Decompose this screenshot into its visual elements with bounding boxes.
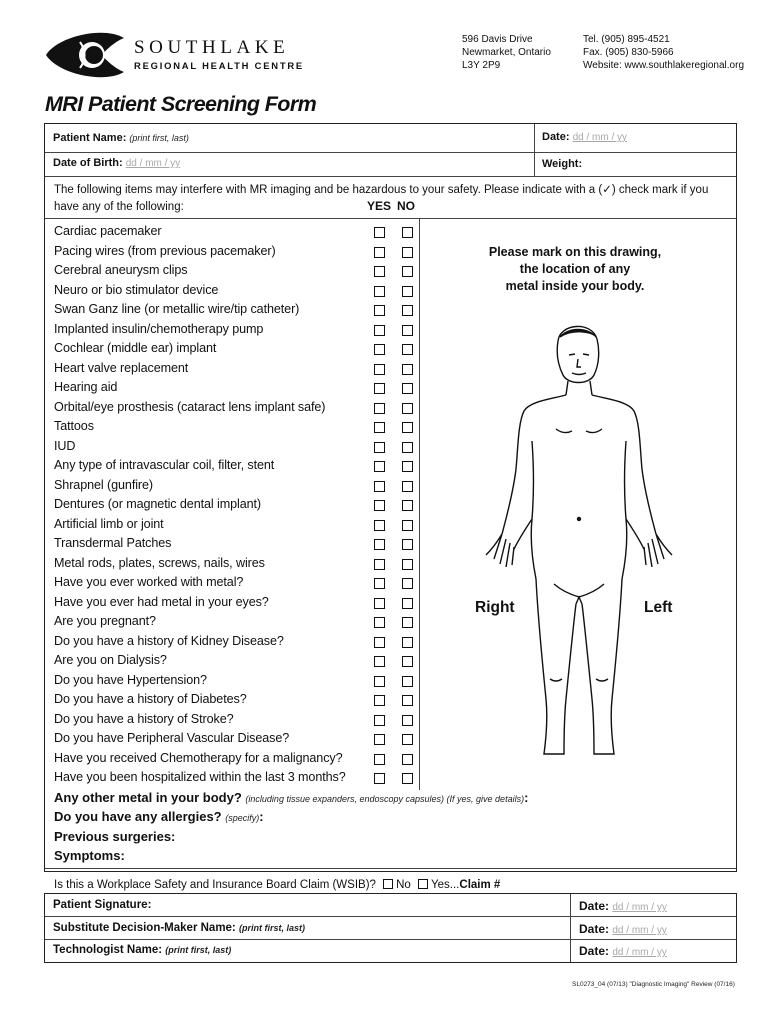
drawing-instruction-line: metal inside your body.: [505, 279, 645, 293]
page-title: MRI Patient Screening Form: [45, 92, 317, 116]
signature-date-placeholder: dd / mm / yy: [612, 902, 667, 913]
dob-field[interactable]: [53, 157, 180, 169]
other-metal-field[interactable]: Any other metal in your body? (including tissue expanders, endoscopy capsules) (If yes, give details):: [54, 790, 529, 805]
question-label: Have you received Chemotherapy for a malignancy?: [54, 750, 343, 765]
no-checkbox[interactable]: [402, 637, 413, 648]
signature-date-label: Date:: [579, 899, 610, 913]
question-label: IUD: [54, 438, 76, 453]
no-checkbox[interactable]: [402, 403, 413, 414]
signature-block: [44, 893, 737, 963]
yes-checkbox[interactable]: [374, 344, 385, 355]
question-row: [54, 632, 424, 652]
patient-name-field[interactable]: [53, 132, 189, 144]
yes-checkbox[interactable]: [374, 617, 385, 628]
patient-signature-field[interactable]: [53, 899, 151, 911]
no-checkbox[interactable]: [402, 617, 413, 628]
substitute-name-field[interactable]: [53, 922, 305, 934]
question-label: Orbital/eye prosthesis (cataract lens implant safe): [54, 399, 326, 414]
yes-checkbox[interactable]: [374, 695, 385, 706]
yes-checkbox[interactable]: [374, 247, 385, 258]
wsib-question: [54, 879, 500, 891]
technologist-name-field[interactable]: [53, 944, 231, 956]
yes-checkbox[interactable]: [374, 442, 385, 453]
question-label: Do you have Hypertension?: [54, 672, 207, 687]
no-checkbox[interactable]: [402, 598, 413, 609]
allergies-hint: (specify): [225, 813, 260, 823]
other-metal-label: Any other metal in your body?: [54, 790, 242, 805]
yes-checkbox[interactable]: [374, 559, 385, 570]
no-checkbox[interactable]: [402, 266, 413, 277]
no-checkbox[interactable]: [402, 344, 413, 355]
patient-signature-label: Patient Signature:: [53, 899, 152, 911]
question-label: Do you have a history of Stroke?: [54, 711, 234, 726]
wsib-no-label: No: [396, 879, 411, 891]
wsib-no-checkbox[interactable]: [383, 879, 393, 889]
question-label: Any type of intravascular coil, filter, stent: [54, 458, 275, 472]
question-label: Do you have a history of Kidney Disease?: [54, 633, 284, 648]
no-checkbox[interactable]: [402, 461, 413, 472]
southlake-logo-icon: [44, 28, 126, 82]
question-row: [54, 573, 424, 593]
weight-field[interactable]: [542, 158, 582, 170]
question-label: Artificial limb or joint: [54, 516, 164, 531]
yes-checkbox[interactable]: [374, 422, 385, 433]
question-label: Are you pregnant?: [54, 614, 156, 628]
question-label: Cochlear (middle ear) implant: [54, 341, 217, 355]
technologist-date-placeholder: dd / mm / yy: [612, 947, 667, 958]
patient-name-label: Patient Name:: [53, 132, 127, 144]
no-checkbox[interactable]: [402, 520, 413, 531]
yes-checkbox[interactable]: [374, 461, 385, 472]
question-row: [54, 671, 424, 691]
yes-checkbox[interactable]: [374, 754, 385, 765]
question-label: Cardiac pacemaker: [54, 224, 162, 238]
no-checkbox[interactable]: [402, 305, 413, 316]
right-side-label: Right: [475, 599, 515, 616]
address-line: L3Y 2P9: [462, 60, 501, 71]
question-label: Dentures (or magnetic dental implant): [54, 497, 261, 511]
no-checkbox[interactable]: [402, 754, 413, 765]
wsib-label: Is this a Workplace Safety and Insurance Board Claim (WSIB)?: [54, 879, 376, 891]
question-row: [54, 359, 424, 379]
yes-checkbox[interactable]: [374, 481, 385, 492]
yes-checkbox[interactable]: [374, 403, 385, 414]
question-row: [54, 417, 424, 437]
wsib-claim-label: Claim #: [459, 879, 501, 891]
question-label: Implanted insulin/chemotherapy pump: [54, 321, 264, 336]
dob-label: Date of Birth:: [53, 157, 123, 169]
no-checkbox[interactable]: [402, 442, 413, 453]
no-checkbox[interactable]: [402, 500, 413, 511]
symptoms-label: Symptoms:: [54, 848, 125, 863]
yes-checkbox[interactable]: [374, 364, 385, 375]
question-label: Have you ever worked with metal?: [54, 575, 244, 589]
logo-text: [134, 38, 304, 71]
question-label: Swan Ganz line (or metallic wire/tip catheter): [54, 302, 300, 316]
yes-checkbox[interactable]: [374, 539, 385, 550]
question-row: [54, 612, 424, 632]
no-checkbox[interactable]: [402, 247, 413, 258]
question-label: Transdermal Patches: [54, 536, 172, 550]
address-line: Newmarket, Ontario: [462, 47, 551, 58]
question-row: [54, 437, 424, 457]
surgeries-label: Previous surgeries:: [54, 829, 176, 844]
no-checkbox[interactable]: [402, 539, 413, 550]
intro-text: The following items may interfere with MR imaging and be hazardous to your safety. Please indicate with a (✓) check mark if you have any of the following:: [54, 184, 709, 213]
question-label: Pacing wires (from previous pacemaker): [54, 243, 276, 258]
body-diagram[interactable]: [460, 319, 690, 764]
question-label: Shrapnel (gunfire): [54, 477, 154, 492]
question-label: Metal rods, plates, screws, nails, wires: [54, 555, 265, 570]
symptoms-field[interactable]: [54, 848, 125, 863]
logo-name: SOUTHLAKE: [134, 37, 290, 58]
yes-checkbox[interactable]: [374, 676, 385, 687]
no-checkbox[interactable]: [402, 656, 413, 667]
patient-name-hint: (print first, last): [129, 133, 189, 143]
question-row: [54, 242, 424, 262]
substitute-date-field[interactable]: [579, 922, 667, 936]
question-label: Heart valve replacement: [54, 360, 189, 375]
no-checkbox[interactable]: [402, 676, 413, 687]
address-block: [462, 33, 551, 72]
left-side-label: Left: [644, 599, 673, 616]
yes-checkbox[interactable]: [374, 520, 385, 531]
other-metal-hint: (including tissue expanders, endoscopy capsules) (If yes, give details): [245, 794, 525, 804]
question-row: [54, 749, 424, 769]
question-row: [54, 515, 424, 535]
question-row: [54, 534, 424, 554]
question-row: [54, 398, 424, 418]
question-row: [54, 261, 424, 281]
question-label: Are you on Dialysis?: [54, 653, 167, 667]
yes-checkbox[interactable]: [374, 773, 385, 784]
no-checkbox[interactable]: [402, 364, 413, 375]
substitute-label: Substitute Decision-Maker Name:: [53, 922, 236, 934]
wsib-yes-checkbox[interactable]: [418, 879, 428, 889]
drawing-instruction-line: the location of any: [519, 262, 631, 276]
no-checkbox[interactable]: [402, 715, 413, 726]
wsib-yes-label: Yes...: [431, 879, 460, 891]
question-row: [54, 320, 424, 340]
no-checkbox[interactable]: [402, 383, 413, 394]
yes-checkbox[interactable]: [374, 715, 385, 726]
weight-label: Weight:: [542, 158, 583, 170]
question-row: [54, 651, 424, 671]
question-row: [54, 729, 424, 749]
question-row: [54, 710, 424, 730]
technologist-date-label: Date:: [579, 944, 610, 958]
yes-checkbox[interactable]: [374, 734, 385, 745]
question-row: [54, 281, 424, 301]
website: Website: www.southlakeregional.org: [583, 60, 745, 71]
no-checkbox[interactable]: [402, 734, 413, 745]
technologist-label: Technologist Name:: [53, 944, 163, 956]
question-row: [54, 554, 424, 574]
technologist-hint: (print first, last): [165, 945, 232, 955]
no-checkbox[interactable]: [402, 286, 413, 297]
no-checkbox[interactable]: [402, 578, 413, 589]
yes-header: YES: [367, 199, 392, 213]
date-field[interactable]: [542, 131, 627, 143]
yes-checkbox[interactable]: [374, 286, 385, 297]
no-checkbox[interactable]: [402, 695, 413, 706]
contact-block: [583, 33, 744, 72]
technologist-date-field[interactable]: [579, 944, 667, 958]
form-code: SL0273_04 (07/13) "Diagnostic Imaging" Review (07/16): [572, 981, 735, 988]
no-checkbox[interactable]: [402, 481, 413, 492]
logo-subtitle: REGIONAL HEALTH CENTRE: [134, 60, 304, 71]
question-row: [54, 222, 424, 242]
question-label: Cerebral aneurysm clips: [54, 263, 188, 277]
question-label: Have you ever had metal in your eyes?: [54, 594, 269, 609]
question-row: [54, 690, 424, 710]
question-row: [54, 378, 424, 398]
no-checkbox[interactable]: [402, 227, 413, 238]
no-checkbox[interactable]: [402, 325, 413, 336]
yes-checkbox[interactable]: [374, 383, 385, 394]
no-checkbox[interactable]: [402, 559, 413, 570]
yes-checkbox[interactable]: [374, 325, 385, 336]
drawing-instruction-line: Please mark on this drawing,: [488, 245, 662, 259]
question-row: [54, 495, 424, 515]
surgeries-field[interactable]: [54, 829, 175, 844]
yes-checkbox[interactable]: [374, 227, 385, 238]
question-label: Tattoos: [54, 419, 94, 433]
question-row: [54, 768, 424, 788]
question-label: Hearing aid: [54, 380, 118, 394]
question-label: Have you been hospitalized within the last 3 months?: [54, 770, 346, 784]
dob-placeholder: dd / mm / yy: [125, 158, 181, 169]
substitute-hint: (print first, last): [238, 923, 305, 933]
question-row: [54, 593, 424, 613]
phone: Tel. (905) 895-4521: [583, 34, 670, 45]
date-label: Date:: [542, 131, 570, 143]
question-label: Do you have a history of Diabetes?: [54, 692, 247, 706]
no-header: NO: [397, 199, 415, 213]
substitute-date-placeholder: dd / mm / yy: [612, 925, 667, 936]
yes-checkbox[interactable]: [374, 598, 385, 609]
date-placeholder: dd / mm / yy: [572, 132, 628, 143]
drawing-instructions: [485, 244, 665, 295]
yes-checkbox[interactable]: [374, 637, 385, 648]
question-list: [54, 222, 424, 788]
question-label: Do you have Peripheral Vascular Disease?: [54, 731, 290, 745]
yes-checkbox[interactable]: [374, 305, 385, 316]
no-checkbox[interactable]: [402, 422, 413, 433]
question-row: [54, 300, 424, 320]
yes-checkbox[interactable]: [374, 656, 385, 667]
yes-checkbox[interactable]: [374, 500, 385, 511]
screening-form: [44, 123, 737, 891]
fax: Fax. (905) 830-5966: [583, 47, 674, 58]
substitute-date-label: Date:: [579, 922, 610, 936]
yes-checkbox[interactable]: [374, 266, 385, 277]
question-row: [54, 476, 424, 496]
question-row: [54, 339, 424, 359]
allergies-label: Do you have any allergies?: [54, 809, 222, 824]
no-checkbox[interactable]: [402, 773, 413, 784]
question-row: [54, 456, 424, 476]
allergies-field[interactable]: Do you have any allergies? (specify):: [54, 809, 264, 824]
address-line: 596 Davis Drive: [462, 34, 533, 45]
signature-date-field[interactable]: [579, 899, 667, 913]
yes-checkbox[interactable]: [374, 578, 385, 589]
question-label: Neuro or bio stimulator device: [54, 282, 219, 297]
